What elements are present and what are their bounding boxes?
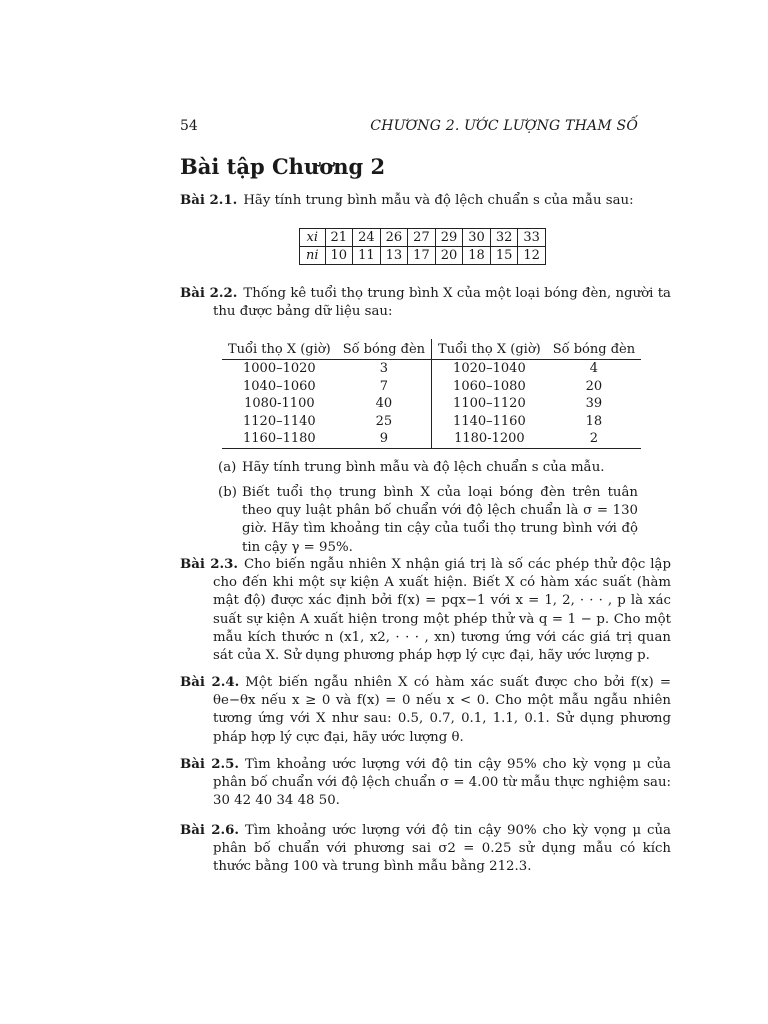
item-marker: (b) <box>218 485 237 500</box>
sub-item-b <box>218 484 638 557</box>
section-title: Bài tập Chương 2 <box>180 154 386 179</box>
table-row <box>222 378 641 396</box>
table-cell: 20 <box>435 247 463 265</box>
exercise-text: Tìm khoảng ước lượng với độ tin cậy 95% cho kỳ vọng μ của phân bố chuẩn với độ lệch chuẩn σ = 4.00 từ mẫu thực nghiệm sau: 30 42 40 34 48 50. <box>213 757 671 809</box>
exercise-text: Hãy tính trung bình mẫu và độ lệch chuẩn s của mẫu sau: <box>243 193 634 208</box>
table-cell: 2 <box>547 430 641 448</box>
table-cell: 24 <box>353 229 381 247</box>
table-cell: 1040–1060 <box>243 378 316 394</box>
table-cell: 18 <box>585 413 603 429</box>
table-row <box>222 413 641 431</box>
exercise-2-6 <box>180 822 671 877</box>
table-cell: 3 <box>379 361 388 377</box>
table-header-row <box>222 339 641 360</box>
exercise-2-3 <box>180 556 671 665</box>
table-cell: 13 <box>380 247 408 265</box>
table-cell: 1140–1160 <box>432 413 547 431</box>
table-cell: 17 <box>408 247 436 265</box>
column-header: Số bóng đèn <box>547 339 641 360</box>
table-cell: 7 <box>379 378 388 394</box>
table-cell: 26 <box>380 229 408 247</box>
exercise-text: Cho biến ngẫu nhiên X nhận giá trị là số các phép thử độc lập cho đến khi một sự kiện A xuất hiện. Biết X có hàm xác suất (hàm mật độ) được xác định bởi f(x) = pqx−1 với x = 1, 2, · · · , p là xác suất sự kiện A xuất hiện trong một phép thử và q = 1 − p. Cho một mẫu kích thước n (x1, x2, · · · , xn) tương ứng với các giá trị quan sát của X. Sử dụng phương pháp hợp lý cực đại, hãy ước lượng p. <box>213 557 671 664</box>
exercise-label: Bài 2.2. <box>180 286 238 301</box>
table-cell: 4 <box>589 361 599 377</box>
table-cell: 32 <box>490 229 518 247</box>
exercise-label: Bài 2.4. <box>180 675 240 690</box>
table-cell: 1100–1120 <box>432 395 547 413</box>
item-text: Hãy tính trung bình mẫu và độ lệch chuẩn s của mẫu. <box>242 460 605 475</box>
item-marker: (a) <box>218 460 237 475</box>
exercise-2-2 <box>180 285 671 321</box>
table-row <box>222 430 641 448</box>
row-header-x: xi <box>300 229 326 247</box>
column-header: Số bóng đèn <box>337 339 432 360</box>
data-table-2-1 <box>299 228 546 265</box>
exercise-label: Bài 2.3. <box>180 557 238 572</box>
table-row <box>300 247 546 265</box>
table-cell: 9 <box>337 430 432 448</box>
page-number: 54 <box>180 118 198 134</box>
table-cell: 29 <box>435 229 463 247</box>
table-cell: 27 <box>408 229 436 247</box>
table-cell: 1020–1040 <box>432 360 547 378</box>
table-cell: 33 <box>518 229 546 247</box>
table-cell: 12 <box>518 247 546 265</box>
exercise-text: Một biến ngẫu nhiên X có hàm xác suất được cho bởi f(x) = θe−θx nếu x ≥ 0 và f(x) = 0 nếu x < 0. Cho một mẫu ngẫu nhiên tương ứng với X như sau: 0.5, 0.7, 0.1, 1.1, 0.1. Sử dụng phương pháp hợp lý cực đại, hãy ước lượng θ. <box>213 675 671 745</box>
exercise-text: Thống kê tuổi thọ trung bình X của một loại bóng đèn, người ta thu được bảng dữ liệu sau: <box>213 286 671 320</box>
table-row <box>300 229 546 247</box>
exercise-label: Bài 2.5. <box>180 757 239 772</box>
table-cell: 18 <box>463 247 491 265</box>
item-text: Biết tuổi thọ trung bình X của loại bóng đèn trên tuân theo quy luật phân bố chuẩn với độ lệch chuẩn là σ = 130 giờ. Hãy tìm khoảng tin cậy của tuổi thọ trung bình với độ tin cậy γ = 95%. <box>242 485 638 555</box>
sub-item-a <box>218 459 638 477</box>
table-cell: 39 <box>585 396 603 412</box>
table-cell: 30 <box>463 229 491 247</box>
table-cell: 11 <box>353 247 381 265</box>
table-cell: 1180-1200 <box>432 430 547 448</box>
table-cell: 1160–1180 <box>222 430 337 448</box>
table-cell: 15 <box>490 247 518 265</box>
column-header: Tuổi thọ X (giờ) <box>432 339 547 360</box>
table-cell: 21 <box>325 229 353 247</box>
row-header-n: ni <box>300 247 326 265</box>
table-cell: 1000–1020 <box>243 361 316 377</box>
table-cell: 1120–1140 <box>243 413 316 429</box>
table-row <box>222 395 641 413</box>
table-cell: 40 <box>375 396 393 412</box>
table-cell: 10 <box>325 247 353 265</box>
data-table-2-2 <box>222 339 641 449</box>
table-cell: 1060–1080 <box>432 378 547 396</box>
table-cell: 1080-1100 <box>244 396 315 412</box>
exercise-label: Bài 2.1. <box>180 193 238 208</box>
running-header: CHƯƠNG 2. ƯỚC LƯỢNG THAM SỐ <box>370 118 638 134</box>
exercise-2-5 <box>180 756 671 811</box>
table-cell: 25 <box>375 413 393 429</box>
table-row <box>222 360 641 378</box>
exercise-2-4 <box>180 674 671 747</box>
column-header: Tuổi thọ X (giờ) <box>222 339 337 360</box>
exercise-2-1 <box>180 192 638 210</box>
exercise-label: Bài 2.6. <box>180 823 239 838</box>
table-cell: 20 <box>585 378 603 394</box>
exercise-text: Tìm khoảng ước lượng với độ tin cậy 90% cho kỳ vọng μ của phân bố chuẩn với phương sai σ2 = 0.25 sử dụng mẫu có kích thước bằng 100 và trung bình mẫu bằng 212.3. <box>213 823 671 875</box>
